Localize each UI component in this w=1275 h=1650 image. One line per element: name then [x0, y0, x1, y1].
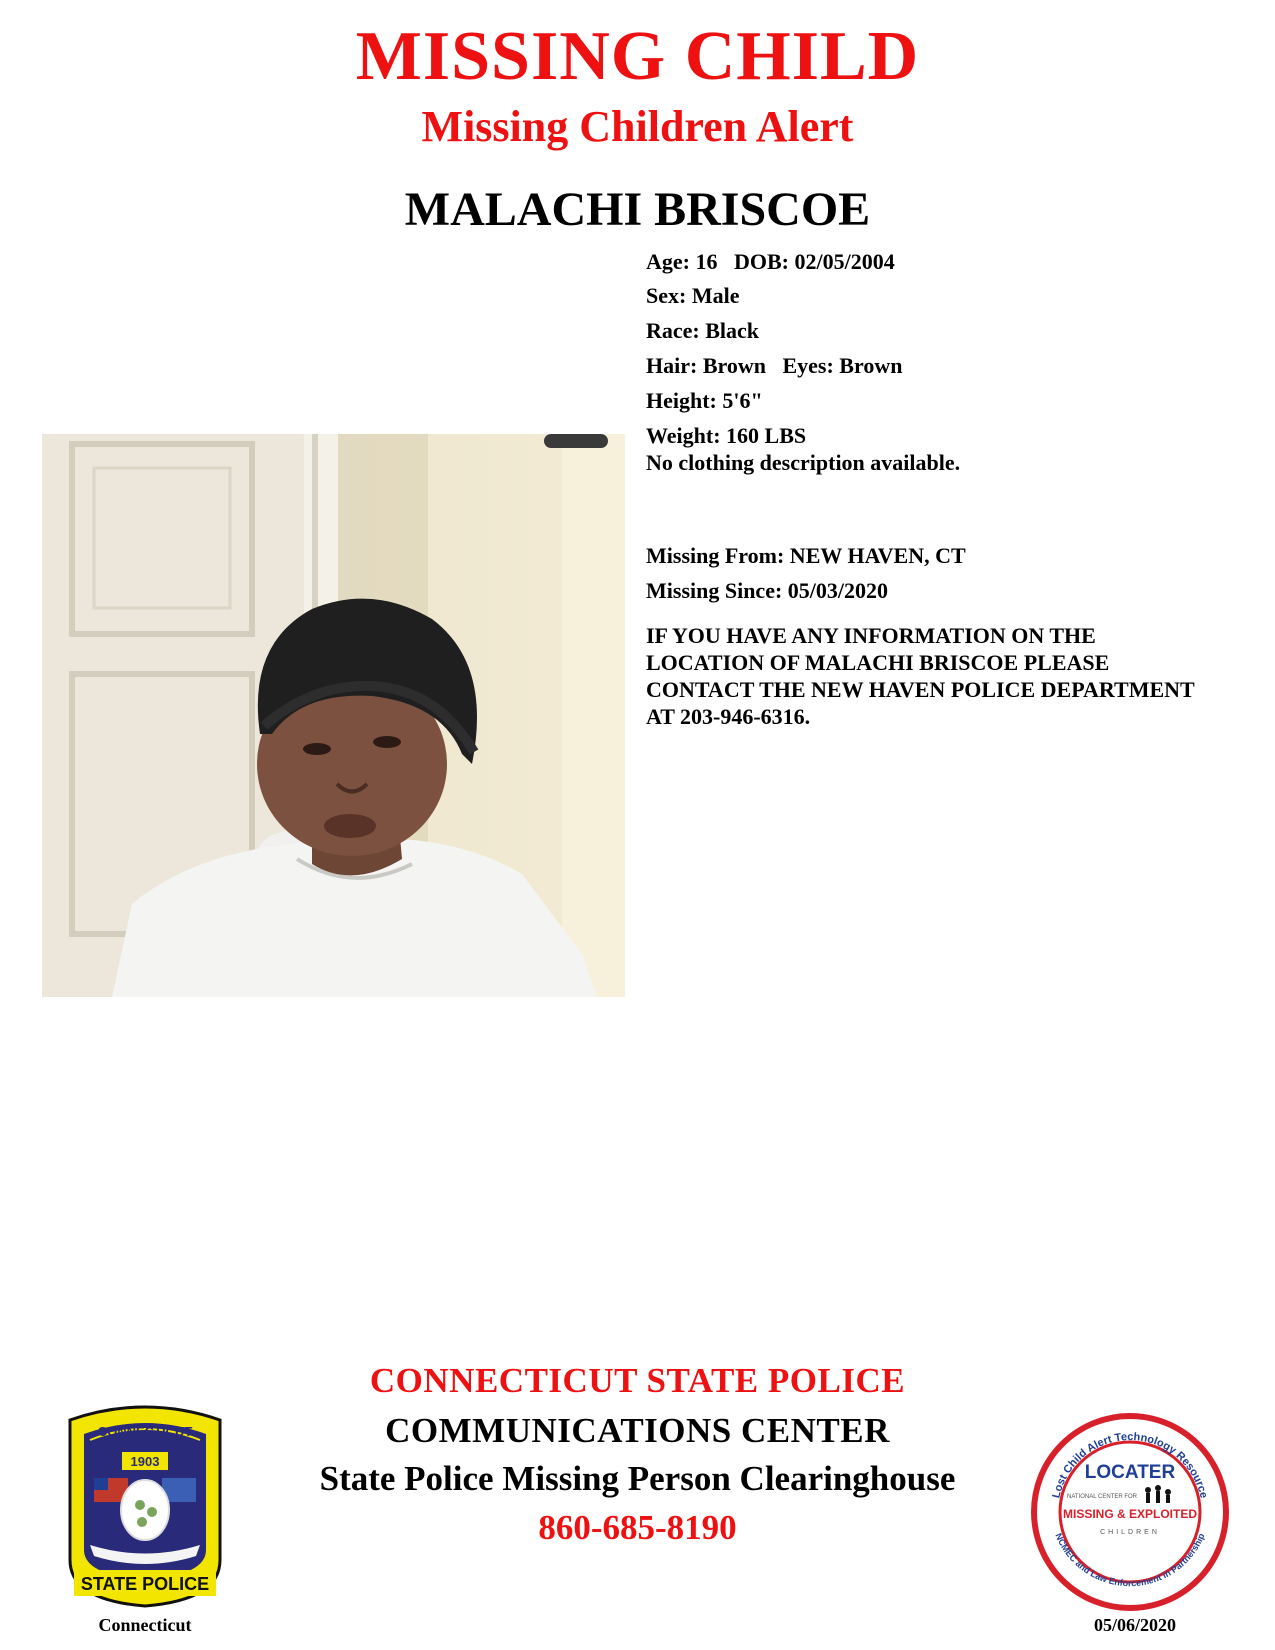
seal-ring-bottom-text: NCMEC and Law Enforcement in Partnership — [1053, 1531, 1207, 1589]
hair-eyes: Hair: Brown Eyes: Brown — [646, 353, 903, 378]
age-dob: Age: 16 DOB: 02/05/2004 — [646, 249, 895, 274]
alert-subtitle: Missing Children Alert — [421, 102, 854, 151]
footer-clearinghouse: State Police Missing Person Clearinghouse — [319, 1459, 956, 1498]
patch-bottom-text: STATE POLICE — [80, 1574, 210, 1594]
patch-top-text: CONNECTICUT — [97, 1424, 193, 1439]
left-caption: Connecticut — [98, 1615, 192, 1635]
missing-from: Missing From: NEW HAVEN, CT — [646, 543, 966, 568]
patch-year: 1903 — [130, 1454, 160, 1469]
child-name: MALACHI BRISCOE — [404, 183, 871, 236]
footer-agency: CONNECTICUT STATE POLICE — [369, 1361, 906, 1400]
seal-org-main: MISSING & EXPLOITED — [1062, 1507, 1198, 1521]
child-photo — [42, 434, 625, 997]
locater-seal-logo — [1030, 1412, 1230, 1612]
clothing-description: No clothing description available. — [646, 450, 961, 475]
alert-title: MISSING CHILD — [355, 18, 920, 95]
seal-ring-top-text: Lost Child Alert Technology Resource — [1050, 1430, 1210, 1500]
race: Race: Black — [646, 318, 760, 343]
state-police-patch-logo — [60, 1400, 230, 1610]
seal-brand: LOCATER — [1084, 1462, 1176, 1483]
seal-org-sub: CHILDREN — [1100, 1529, 1160, 1536]
sex: Sex: Male — [646, 283, 740, 308]
footer-phone: 860-685-8190 — [538, 1508, 737, 1547]
seal-org-small: NATIONAL CENTER FOR — [1066, 1494, 1138, 1500]
height: Height: 5'6" — [646, 388, 763, 413]
issue-date: 05/06/2020 — [1093, 1615, 1176, 1635]
contact-notice: IF YOU HAVE ANY INFORMATION ON THE LOCATION OF MALACHI BRISCOE PLEASE CONTACT THE NEW HAVEN POLICE DEPARTMENT AT 203-946-6316. — [646, 623, 1195, 729]
footer-communications-center: COMMUNICATIONS CENTER — [385, 1411, 890, 1450]
missing-since: Missing Since: 05/03/2020 — [646, 578, 889, 603]
weight: Weight: 160 LBS — [646, 423, 807, 448]
